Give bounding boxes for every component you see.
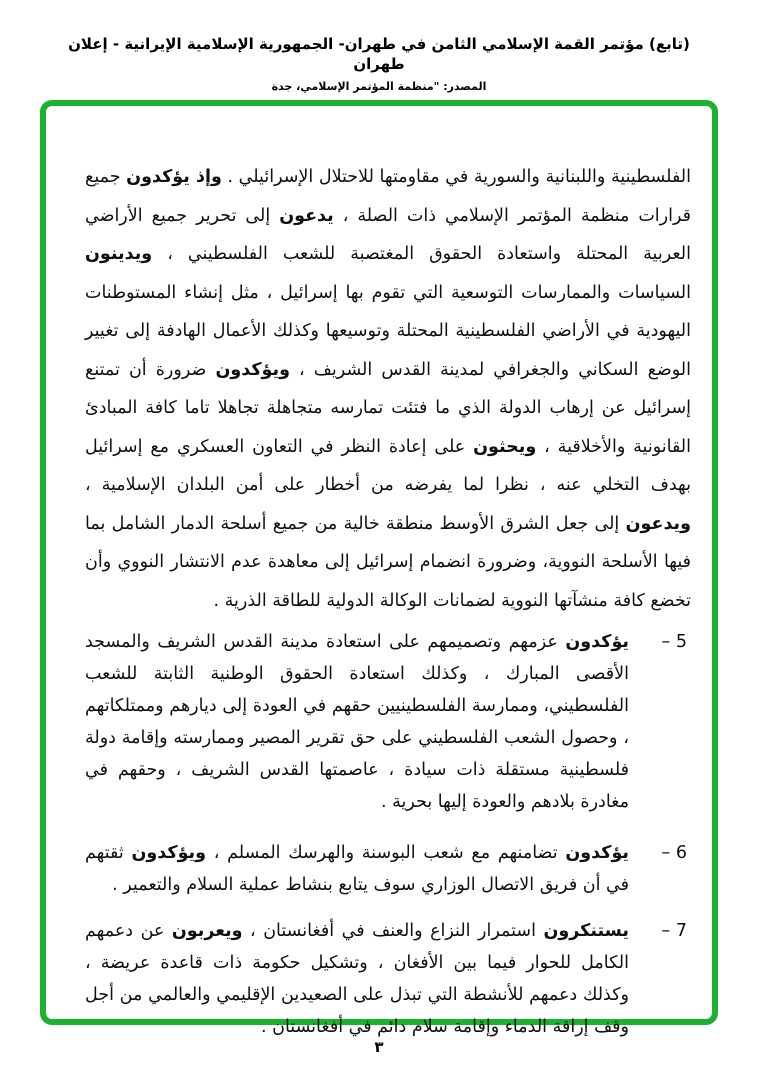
document-body bbox=[85, 158, 691, 1043]
list-item-7 bbox=[85, 915, 691, 1043]
item-number: 5 – bbox=[661, 632, 687, 652]
item-number: 6 – bbox=[661, 843, 687, 863]
item-number: 7 – bbox=[661, 921, 687, 941]
page-header bbox=[0, 34, 758, 93]
list-item-6 bbox=[85, 837, 691, 901]
opening-paragraph: الفلسطينية واللبنانية والسورية في مقاومتها للاحتلال الإسرائيلي . وإذ يؤكدون جميع قرارات منظمة المؤتمر الإسلامي ذات الصلة ، يدعون إلى تحرير جميع الأراضي العربية المحتلة واستعادة الحقوق المغتصبة للشعب الفلسطيني ، ويدينون السياسات والممارسات التوسعية التي تقوم بها إسرائيل ، مثل إنشاء المستوطنات اليهودية في الأراضي الفلسطينية المحتلة وتوسيعها وكذلك الأعمال الهادفة إلى تغيير الوضع السكاني والجغرافي لمدينة القدس الشريف ، ويؤكدون ضرورة أن تمتنع إسرائيل عن إرهاب الدولة الذي ما فتئت تمارسه متجاهلة تجاهلا تاما كافة المبادئ القانونية والأخلاقية ، ويحثون على إعادة النظر في التعاون العسكري مع إسرائيل بهدف التخلي عنه ، نظرا لما يفرضه من أخطار على أمن البلدان الإسلامية ، ويدعون إلى جعل الشرق الأوسط منطقة خالية من جميع أسلحة الدمار الشامل بما فيها الأسلحة النووية، وضرورة انضمام إسرائيل إلى معاهدة عدم الانتشار النووي وأن تخضع كافة منشآتها النووية لضمانات الوكالة الدولية للطاقة الذرية . bbox=[85, 167, 692, 611]
item-text: يؤكدون تضامنهم مع شعب البوسنة والهرسك المسلم ، ويؤكدون ثقتهم في أن فريق الاتصال الوزاري سوف يتابع بنشاط عملية السلام والتعمير . bbox=[85, 843, 629, 895]
list-item-5 bbox=[85, 626, 691, 818]
document-source: المصدر: "منظمة المؤتمر الإسلامي، جدة bbox=[271, 80, 487, 93]
item-text: يؤكدون عزمهم وتصميمهم على استعادة مدينة القدس الشريف والمسجد الأقصى المبارك ، وكذلك استعادة الحقوق الوطنية الثابتة للشعب الفلسطيني، وممارسة الفلسطينيين حقهم في العودة إلى ديارهم وممتلكاتهم ، وحصول الشعب الفلسطيني على حق تقرير المصير وممارسته وإقامة دولة فلسطينية مستقلة ذات سيادة ، عاصمتها القدس الشريف ، وحقهم في مغادرة بلادهم والعودة إليها بحرية . bbox=[85, 632, 629, 812]
page-number: ٣ bbox=[374, 1038, 384, 1056]
numbered-list bbox=[85, 626, 691, 1043]
document-title: (تابع) مؤتمر القمة الإسلامي الثامن في طهران- الجمهورية الإسلامية الإيرانية - إعلان طهران bbox=[68, 35, 690, 73]
item-text: يستنكرون استمرار النزاع والعنف في أفغانستان ، ويعربون عن دعمهم الكامل للحوار فيما بين الأفغان ، وتشكيل حكومة ذات قاعدة عريضة ، وكذلك دعمهم للأنشطة التي تبذل على الصعيدين الإقليمي والعالمي من أجل وقف إراقة الدماء وإقامة سلام دائم في أفغانستان . bbox=[85, 921, 629, 1037]
